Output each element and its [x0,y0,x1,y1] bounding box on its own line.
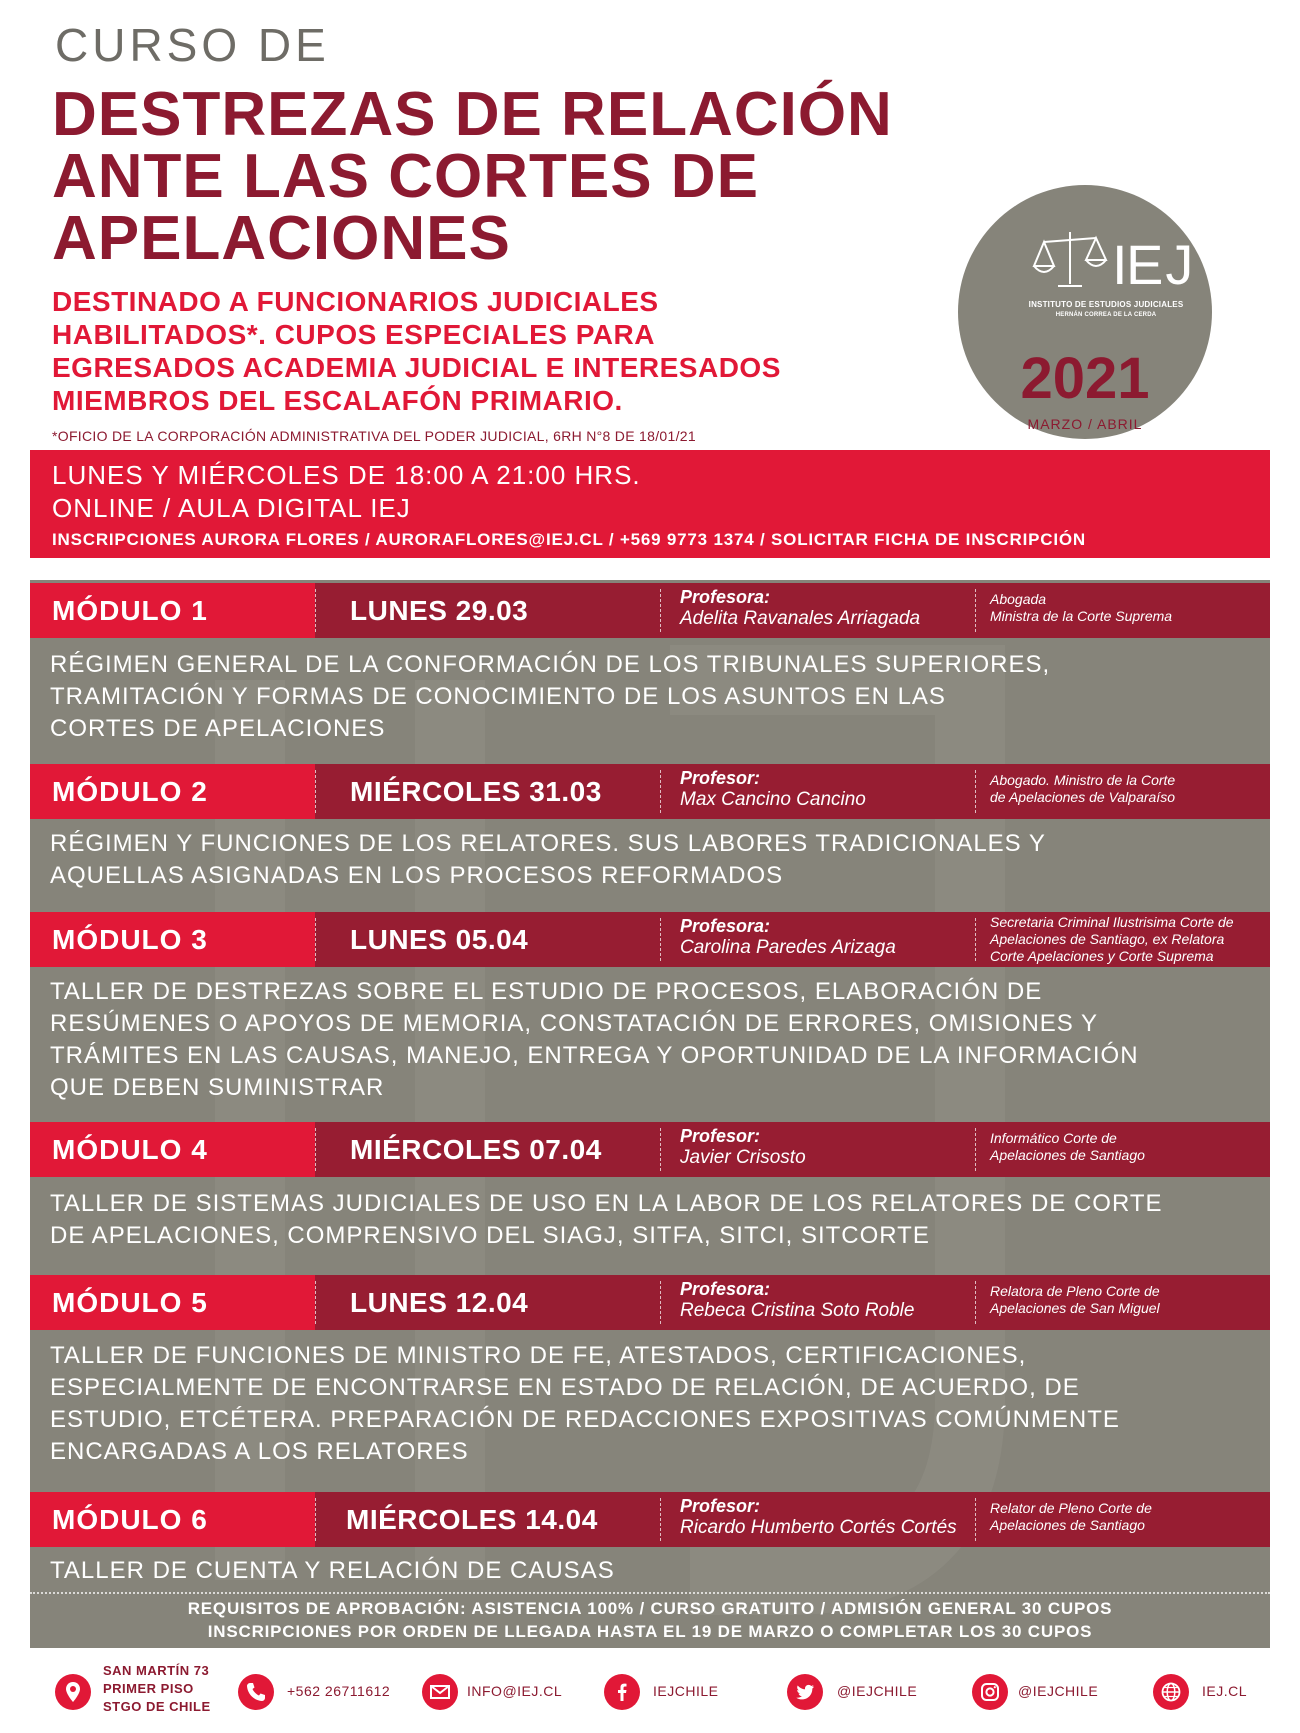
audience-line: HABILITADOS*. CUPOS ESPECIALES PARA [52,319,655,350]
course-months: MARZO / ABRIL [1027,416,1143,432]
professor-role: Profesor: [680,1126,761,1146]
course-title-line: ANTE LAS CORTES DE [52,142,759,211]
address-line: PRIMER PISO [103,1681,194,1696]
content-line: ENCARGADAS A LOS RELATORES [50,1438,469,1465]
content-line: TRÁMITES EN LAS CAUSAS, MANEJO, ENTREGA Y OPORTUNIDAD DE LA INFORMACIÓN [50,1042,1139,1069]
module-date: MIÉRCOLES 07.04 [350,1134,602,1165]
registration-deadline: INSCRIPCIONES POR ORDEN DE LLEGADA HASTA EL 19 DE MARZO O COMPLETAR LOS 30 CUPOS [207,1622,1093,1641]
professor-role: Profesora: [680,1279,771,1299]
professor-name: Rebeca Cristina Soto Roble [680,1300,915,1321]
logo-letters: EJ [1126,233,1196,296]
description-line: Informático Corte de [990,1130,1117,1146]
content-line: AQUELLAS ASIGNADAS EN LOS PROCESOS REFORMADOS [50,862,784,889]
divider [660,589,661,632]
divider [975,1128,976,1171]
module-content-6 [50,1555,615,1587]
divider [975,770,976,813]
address [103,1662,211,1716]
dotted-divider [30,1592,1270,1594]
divider [660,1281,661,1324]
facebook-link[interactable]: IEJCHILE [653,1683,719,1699]
module-date: MIÉRCOLES 14.04 [346,1504,598,1535]
module-label: MÓDULO 5 [52,1287,208,1318]
schedule-modality: ONLINE / AULA DIGITAL IEJ [52,493,411,523]
mail-icon [422,1674,458,1710]
address-line: STGO DE CHILE [103,1699,211,1714]
divider [975,1498,976,1541]
course-year: 2021 [1020,346,1150,411]
professor-description [990,591,1172,625]
module-date: LUNES 05.04 [350,924,529,955]
target-audience [52,285,781,417]
professor-description [990,772,1175,806]
professor-name: Adelita Ravanales Arriagada [680,608,921,629]
address-line: SAN MARTÍN 73 [103,1663,210,1678]
description-line: de Apelaciones de Valparaíso [990,789,1175,805]
content-line: TALLER DE DESTREZAS SOBRE EL ESTUDIO DE PROCESOS, ELABORACIÓN DE [50,978,1043,1005]
content-line: TALLER DE CUENTA Y RELACIÓN DE CAUSAS [50,1557,615,1584]
course-pretitle: CURSO DE [55,19,330,71]
divider [315,918,316,961]
divider [660,918,661,961]
professor-description [990,914,1234,965]
content-line: RÉGIMEN GENERAL DE LA CONFORMACIÓN DE LOS TRIBUNALES SUPERIORES, [50,651,1051,678]
content-line: ESPECIALMENTE DE ENCONTRARSE EN ESTADO DE RELACIÓN, DE ACUERDO, DE [50,1374,1080,1401]
professor-role: Profesor: [680,1496,761,1516]
institute-name: INSTITUTO DE ESTUDIOS JUDICIALES [1028,300,1184,309]
description-line: Relator de Pleno Corte de [990,1500,1152,1516]
divider [975,918,976,961]
module-row-3 [30,912,1270,967]
divider [315,1281,316,1324]
module-date: LUNES 12.04 [350,1287,529,1318]
divider [315,1128,316,1171]
description-line: Corte Apelaciones y Corte Suprema [990,948,1214,964]
professor-name: Ricardo Humberto Cortés Cortés [680,1517,957,1538]
content-line: TALLER DE FUNCIONES DE MINISTRO DE FE, ATESTADOS, CERTIFICACIONES, [50,1342,1027,1369]
content-line: RESÚMENES O APOYOS DE MEMORIA, CONSTATACIÓN DE ERRORES, OMISIONES Y [50,1010,1099,1037]
twitter-link[interactable]: @IEJCHILE [837,1683,918,1699]
twitter-icon [787,1674,823,1710]
module-label: MÓDULO 6 [52,1504,208,1535]
description-line: Apelaciones de San Miguel [990,1300,1160,1316]
audience-line: EGRESADOS ACADEMIA JUDICIAL E INTERESADOS [52,352,781,383]
module-row-4 [30,1122,1270,1177]
module-content-1 [50,649,1050,745]
content-line: ESTUDIO, ETCÉTERA. PREPARACIÓN DE REDACCIONES EXPOSITIVAS COMÚNMENTE [50,1406,1120,1433]
course-title-line: DESTREZAS DE RELACIÓN [52,80,893,149]
facebook-icon [604,1674,640,1710]
module-label: MÓDULO 1 [52,595,208,626]
module-row-2 [30,764,1270,819]
professor-role: Profesor: [680,768,761,788]
footnote: *OFICIO DE LA CORPORACIÓN ADMINISTRATIVA DEL PODER JUDICIAL, 6RH N°8 DE 18/01/21 [52,428,696,444]
content-line: DE APELACIONES, COMPRENSIVO DEL SIAGJ, SITFA, SITCI, SITCORTE [50,1222,930,1249]
divider [660,770,661,813]
scales-icon [1034,232,1106,286]
module-content-4 [50,1188,1163,1252]
approval-requirements: REQUISITOS DE APROBACIÓN: ASISTENCIA 100% / CURSO GRATUITO / ADMISIÓN GENERAL 30 CUPOS [187,1599,1113,1618]
description-line: Ministra de la Corte Suprema [990,608,1173,624]
divider [975,1281,976,1324]
instagram-link[interactable]: @IEJCHILE [1018,1683,1099,1699]
divider [975,589,976,632]
professor-description [990,1283,1160,1317]
content-line: TRAMITACIÓN Y FORMAS DE CONOCIMIENTO DE LOS ASUNTOS EN LAS [50,683,946,710]
professor-name: Javier Crisosto [680,1147,806,1168]
professor-description [990,1130,1145,1164]
content-line: TALLER DE SISTEMAS JUDICIALES DE USO EN LA LABOR DE LOS RELATORES DE CORTE [50,1190,1163,1217]
professor-name: Carolina Paredes Arizaga [680,937,896,958]
iej-logo [1030,226,1196,296]
module-label: MÓDULO 2 [52,776,208,807]
module-date: LUNES 29.03 [350,595,529,626]
registration-info: INSCRIPCIONES AURORA FLORES / AURORAFLORES@IEJ.CL / +569 9773 1374 / SOLICITAR FICHA DE INSCRIPCIÓN [52,530,1086,549]
instagram-icon [972,1674,1008,1710]
audience-line: DESTINADO A FUNCIONARIOS JUDICIALES [52,286,659,317]
divider [315,770,316,813]
description-line: Apelaciones de Santiago [990,1147,1145,1163]
module-content-3 [50,976,1139,1104]
description-line: Abogada [990,591,1047,607]
module-date: MIÉRCOLES 31.03 [350,776,602,807]
website-link[interactable]: IEJ.CL [1202,1683,1248,1699]
email-link[interactable]: INFO@IEJ.CL [467,1683,563,1699]
content-line: QUE DEBEN SUMINISTRAR [50,1074,385,1101]
location-icon [55,1674,91,1710]
professor-role: Profesora: [680,916,771,936]
divider [660,1498,661,1541]
module-row-6 [30,1492,1270,1547]
module-row-1 [30,583,1270,638]
svg-text:I: I [1112,233,1130,296]
content-line: CORTES DE APELACIONES [50,715,386,742]
description-line: Apelaciones de Santiago [990,1517,1145,1533]
phone-number[interactable]: +562 26711612 [287,1683,391,1699]
course-title [52,80,893,273]
professor-role: Profesora: [680,587,771,607]
globe-icon [1153,1674,1189,1710]
module-row-5 [30,1275,1270,1330]
divider [660,1128,661,1171]
module-label: MÓDULO 3 [52,924,208,955]
divider [315,589,316,632]
divider [315,1498,316,1541]
institute-subtitle: HERNÁN CORREA DE LA CERDA [1055,312,1157,318]
description-line: Abogado. Ministro de la Corte [990,772,1176,788]
logo-caption [1026,300,1186,320]
content-line: RÉGIMEN Y FUNCIONES DE LOS RELATORES. SUS LABORES TRADICIONALES Y [50,830,1046,857]
professor-description [990,1500,1152,1534]
description-line: Apelaciones de Santiago, ex Relatora [990,931,1225,947]
schedule-days: LUNES Y MIÉRCOLES DE 18:00 A 21:00 HRS. [52,460,641,490]
description-line: Secretaria Criminal Ilustrisima Corte de [990,914,1234,930]
professor-name: Max Cancino Cancino [680,789,866,810]
course-title-line: APELACIONES [52,204,511,273]
audience-line: MIEMBROS DEL ESCALAFÓN PRIMARIO. [52,385,623,416]
module-content-5 [50,1340,1120,1468]
description-line: Relatora de Pleno Corte de [990,1283,1160,1299]
phone-icon [238,1674,274,1710]
module-content-2 [50,828,1046,892]
module-label: MÓDULO 4 [52,1134,208,1165]
